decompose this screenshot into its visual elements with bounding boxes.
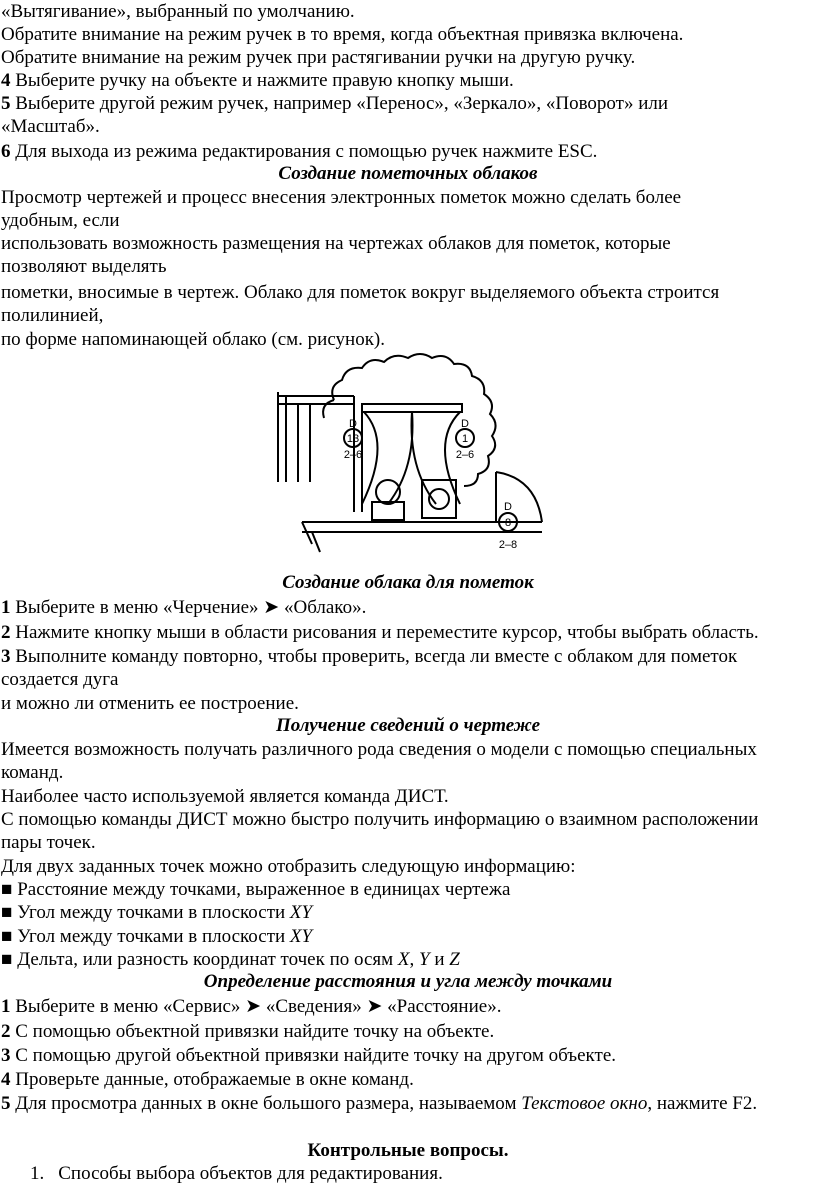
tag-ref: 2–6 — [343, 449, 363, 461]
tag-number: 8 — [504, 517, 512, 529]
text-line: «Вытягивание», выбранный по умолчанию. — [1, 1, 355, 22]
question-item — [30, 1162, 443, 1185]
step-line — [1, 140, 597, 163]
text-line: создается дуга — [1, 669, 119, 690]
tag-top: D — [461, 418, 469, 430]
step-number: 5 — [1, 1093, 11, 1114]
step-text: Нажмите кнопку мыши в области рисования и переместите курсор, чтобы выбрать область. — [10, 622, 759, 643]
text-line: удобным, если — [1, 210, 120, 231]
step-line — [1, 1044, 616, 1067]
revision-cloud-figure — [272, 352, 552, 560]
step-number: 6 — [1, 141, 11, 162]
step-number: 2 — [1, 1021, 11, 1042]
tag-number: 13 — [346, 433, 360, 445]
step-number: 2 — [1, 622, 11, 643]
step-text: Выберите в меню «Сервис» ➤ «Сведения» ➤ «Расстояние». — [10, 996, 502, 1017]
step-text: С помощью другой объектной привязки найдите точку на другом объекте. — [10, 1045, 617, 1066]
text-line: «Масштаб». — [1, 116, 100, 137]
step-line — [1, 92, 668, 115]
bullet-emphasis: X — [397, 949, 410, 970]
text-line: Обратите внимание на режим ручек при растягивании ручки на другую ручку. — [1, 47, 636, 68]
step-text: Выберите в меню «Черчение» ➤ «Облако». — [10, 597, 367, 618]
step-number: 4 — [1, 70, 11, 91]
step-number: 1 — [1, 996, 11, 1017]
step-line — [1, 995, 501, 1018]
bullet-item — [1, 925, 312, 948]
text-line: С помощью команды ДИСТ можно быстро получить информацию о взаимном расположении — [1, 809, 759, 830]
step-text: , нажмите F2. — [647, 1093, 758, 1114]
step-text: Проверьте данные, отображаемые в окне команд. — [10, 1069, 414, 1090]
tag-ref: 2–8 — [498, 539, 518, 551]
step-text: Для выхода из режима редактирования с помощью ручек нажмите ESC. — [10, 141, 598, 162]
step-text: Выполните команду повторно, чтобы проверить, всегда ли вместе с облаком для пометок — [10, 646, 738, 667]
section-heading: Создание пометочных облаков — [278, 163, 538, 184]
emphasis: Текстовое окно — [521, 1093, 648, 1114]
text-line: Для двух заданных точек можно отобразить следующую информацию: — [1, 856, 576, 877]
tag-number: 1 — [461, 433, 469, 445]
text-line: пары точек. — [1, 832, 96, 853]
tag-top: D — [504, 501, 512, 513]
step-number: 1 — [1, 597, 11, 618]
question-text: Способы выбора объектов для редактирования. — [58, 1163, 443, 1184]
text-line: по форме напоминающей облако (см. рисунок). — [1, 329, 386, 350]
tag-ref: 2–6 — [455, 449, 475, 461]
text-line: использовать возможность размещения на чертежах облаков для пометок, которые — [1, 233, 671, 254]
bullet-text: ■ Угол между точками в плоскости — [1, 926, 290, 947]
step-line — [1, 596, 366, 619]
bullet-emphasis: Z — [449, 949, 460, 970]
text-line: полилинией, — [1, 305, 104, 326]
section-heading: Определение расстояния и угла между точками — [203, 971, 613, 992]
bullet-emphasis: XY — [289, 902, 313, 923]
step-line — [1, 1068, 414, 1091]
step-line — [1, 1020, 494, 1043]
text-line: Просмотр чертежей и процесс внесения электронных пометок можно сделать более — [1, 187, 682, 208]
text-line: пометки, вносимые в чертеж. Облако для пометок вокруг выделяемого объекта строится — [1, 282, 720, 303]
section-heading: Получение сведений о чертеже — [275, 715, 541, 736]
bullet-emphasis: Y — [419, 949, 430, 970]
bullet-emphasis: XY — [289, 926, 313, 947]
questions-heading: Контрольные вопросы. — [307, 1140, 509, 1161]
step-text: Для просмотра данных в окне большого размера, называемом — [10, 1093, 522, 1114]
text-line: команд. — [1, 762, 64, 783]
step-line — [1, 1092, 757, 1115]
bullet-item: ■ Расстояние между точками, выраженное в единицах чертежа — [1, 879, 511, 900]
text-line: позволяют выделять — [1, 256, 167, 277]
step-number: 3 — [1, 1045, 11, 1066]
step-line — [1, 645, 737, 668]
figure-caption: Создание облака для пометок — [282, 572, 534, 593]
bullet-item — [1, 948, 460, 971]
bullet-item — [1, 901, 312, 924]
step-text: Выберите другой режим ручек, например «Перенос», «Зеркало», «Поворот» или — [10, 93, 669, 114]
step-number: 5 — [1, 93, 11, 114]
step-text: Выберите ручку на объекте и нажмите правую кнопку мыши. — [10, 70, 514, 91]
tag-top: D — [349, 418, 357, 430]
step-number: 3 — [1, 646, 11, 667]
text-line: Обратите внимание на режим ручек в то время, когда объектная привязка включена. — [1, 24, 684, 45]
bullet-text: , — [409, 949, 420, 970]
step-line — [1, 69, 514, 92]
text-line: Имеется возможность получать различного рода сведения о модели с помощью специальных — [1, 739, 757, 760]
text-line: и можно ли отменить ее построение. — [1, 693, 299, 714]
step-text: С помощью объектной привязки найдите точку на объекте. — [10, 1021, 495, 1042]
question-number: 1. — [30, 1163, 45, 1184]
text-line: Наиболее часто используемой является команда ДИСТ. — [1, 786, 449, 807]
bullet-text: ■ Угол между точками в плоскости — [1, 902, 290, 923]
step-number: 4 — [1, 1069, 11, 1090]
bullet-text: ■ Дельта, или разность координат точек по осям — [1, 949, 398, 970]
step-line — [1, 621, 759, 644]
bullet-text: и — [429, 949, 450, 970]
